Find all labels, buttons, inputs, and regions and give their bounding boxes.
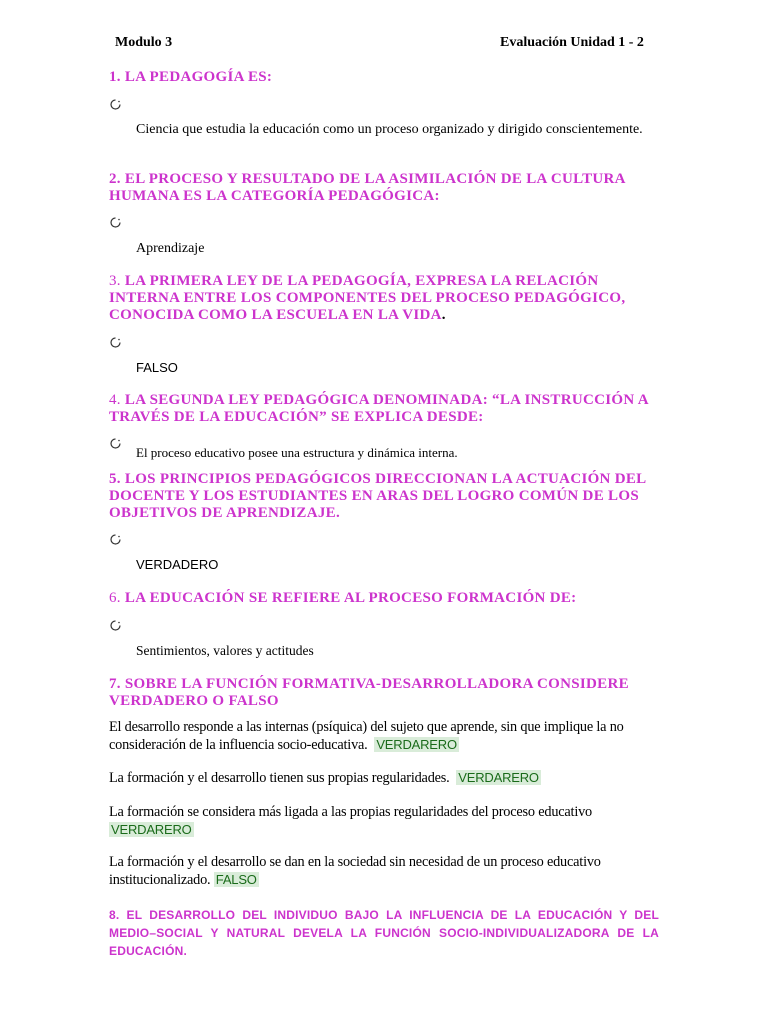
question-6-title: 6. LA EDUCACIÓN SE REFIERE AL PROCESO FORMACIÓN DE: (109, 590, 577, 606)
radio-button-icon[interactable] (110, 337, 121, 348)
verdict-badge: FALSO (215, 872, 257, 887)
question-2-title: 2. EL PROCESO Y RESULTADO DE LA ASIMILACIÓN DE LA CULTURA HUMANA ES LA CATEGORÍA PEDAGÓGICA: (109, 171, 625, 204)
verdict-badge: VERDARERO (376, 737, 457, 752)
statement-1: El desarrollo responde a las internas (psíquica) del sujeto que aprende, sin que implique la no consideración de la influencia socio-educativa. VERDARERO (109, 719, 624, 753)
statement-4: La formación y el desarrollo se dan en la sociedad sin necesidad de un proceso educativo institucionalizado. FALSO (109, 854, 601, 888)
question-1-answer: Ciencia que estudia la educación como un proceso organizado y dirigido conscientemente. (136, 122, 643, 137)
question-4-answer: El proceso educativo posee una estructura y dinámica interna. (136, 445, 458, 460)
radio-button-icon[interactable] (110, 620, 121, 631)
question-5-title: 5. LOS PRINCIPIOS PEDAGÓGICOS DIRECCIONAN LA ACTUACIÓN DEL DOCENTE Y LOS ESTUDIANTES EN ARAS DEL LOGRO COMÚN DE LOS OBJETIVOS DE APRENDIZAJE. (109, 471, 646, 521)
question-5-answer: VERDADERO (136, 557, 219, 572)
radio-button-icon[interactable] (110, 217, 121, 228)
question-4-title: 4. LA SEGUNDA LEY PEDAGÓGICA DENOMINADA: “LA INSTRUCCIÓN A TRAVÉS DE LA EDUCACIÓN” SE EXPLICA DESDE: (109, 392, 649, 425)
question-6-answer: Sentimientos, valores y actitudes (136, 643, 314, 658)
question-2-answer: Aprendizaje (136, 241, 205, 256)
radio-button-icon[interactable] (110, 534, 121, 545)
question-3-title: 3. LA PRIMERA LEY DE LA PEDAGOGÍA, EXPRESA LA RELACIÓN INTERNA ENTRE LOS COMPONENTES DEL PROCESO PEDAGÓGICO, CONOCIDA COMO LA ESCUELA EN LA VIDA. (109, 273, 626, 323)
verdict-badge: VERDARERO (458, 770, 539, 785)
question-1-title: 1. LA PEDAGOGÍA ES: (109, 69, 273, 85)
verdict-badge: VERDARERO (111, 822, 192, 837)
statement-3: La formación se considera más ligada a las propias regularidades del proceso educativo VERDARERO (109, 804, 592, 837)
radio-button-icon[interactable] (110, 99, 121, 110)
question-3-answer: FALSO (136, 360, 178, 375)
question-7-title: 7. SOBRE LA FUNCIÓN FORMATIVA-DESARROLLADORA CONSIDERE VERDADERO O FALSO (109, 676, 629, 709)
question-8-title: 8. EL DESARROLLO DEL INDIVIDUO BAJO LA INFLUENCIA DE LA EDUCACIÓN Y DEL MEDIO–SOCIAL Y NATURAL DEVELA LA FUNCIÓN SOCIO-INDIVIDUALIZADORA DE LA EDUCACIÓN. (109, 908, 659, 958)
radio-button-icon[interactable] (110, 438, 121, 449)
module-label: Modulo 3 (115, 35, 173, 50)
evaluation-label: Evaluación Unidad 1 - 2 (500, 35, 644, 50)
statement-2: La formación y el desarrollo tienen sus propias regularidades. VERDARERO (109, 770, 539, 786)
